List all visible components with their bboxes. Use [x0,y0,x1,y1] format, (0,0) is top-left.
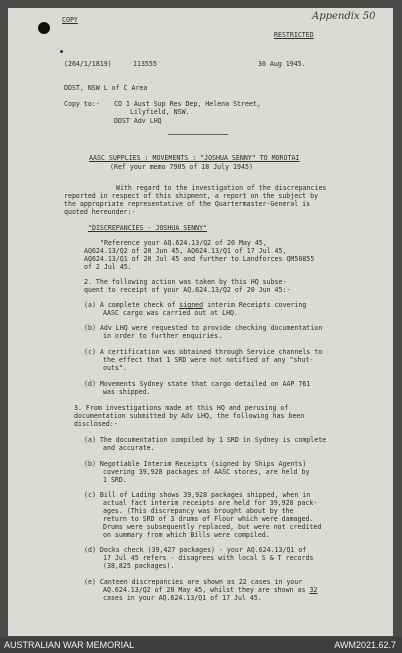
body-line: With regard to the investigation of the discrepancies [116,184,327,192]
quote-line: AQ624.13/Q1 of 20 Jul 45 and further to Landforces QM50855 [84,255,315,263]
list-item: (b) Adv LHQ were requested to provide checking documentation [84,324,323,332]
list-item-continuation: Drums were subsequently replaced, but were not credited [103,523,322,531]
quote-line: AQ624.13/Q2 of 20 Jun 45, AQ624.13/Q1 of 17 Jul 45, [84,247,287,255]
list-item-continuation: 17 Jul 45 refers - disagrees with local S & T records [103,554,314,562]
file-reference: (264/1/1819) [64,60,112,68]
list-item-continuation: the effect that 1 SRD were not notified of any "shut- [103,356,314,364]
ink-mark [60,50,63,53]
body-line: disclosed:- [74,420,118,428]
copy-to-line: DDST Adv LHQ [114,117,162,125]
quote-line: of 2 Jul 45. [84,263,132,271]
list-item-continuation: ages. (This discrepancy was brought about by the [103,507,294,515]
archive-footer [0,637,402,653]
list-item-continuation: and accurate. [103,444,155,452]
body-line: 3. From investigations made at this HQ and perusing of [74,404,289,412]
list-item-continuation [103,586,317,594]
footer-accession-number: AWM2021.62.7 [334,640,396,650]
divider [168,134,228,135]
list-item: (e) Canteen discrepancies are shown as 22 cases in your [84,578,303,586]
restricted-label: RESTRICTED [274,31,314,39]
copy-to-label: Copy to:- [64,100,100,108]
list-item-continuation: cases in your AQ.624.13/Q1 of 17 Jul 45. [103,594,262,602]
list-item-continuation: on summary from which Bills were compiled. [103,531,270,539]
punch-hole [38,22,50,34]
underlined-number: 32 [309,586,318,594]
body-line: quent to receipt of your AQ.624.13/Q2 of 20 Jun 45:- [84,286,291,294]
list-item-continuation: was shipped. [103,388,151,396]
addressee: DDST, NSW L of C Area [64,84,148,92]
copy-label: COPY [62,16,78,24]
body-line: 2. The following action was taken by this HQ subse- [84,278,287,286]
list-item-continuation: in order to further enquiries. [103,332,223,340]
list-item-text: AQ.624.13/Q2 of 20 May 45, whilst they are shown as [103,586,310,594]
list-item-text: (a) A complete check of [84,301,180,309]
body-line: quoted hereunder:- [64,208,136,216]
list-item-continuation: outs". [103,364,127,372]
list-item: (d) Movements Sydney state that cargo detailed on AAP 761 [84,380,311,388]
list-item-text: interim Receipts covering [203,301,307,309]
list-item-continuation: 1 SRD. [103,476,127,484]
copy-to-line: CO 1 Aust Sup Res Dep, Helena Street, [114,100,261,108]
list-item-continuation: actual fact interim receipts are held for 39,928 pack- [103,499,318,507]
section-heading: "DISCREPANCIES - JOSHUA SENNY" [88,224,208,232]
list-item-continuation: AASC cargo was carried out at LHQ. [103,309,238,317]
list-item: (d) Docks check (39,427 packages) - your AQ.624.13/Q1 of [84,546,307,554]
list-item-continuation: (38,825 packages). [103,562,175,570]
document-number: 113555 [133,60,157,68]
body-line: the appropriate representative of the Quartermaster-General is [64,200,311,208]
subject-reference: (Ref your memo 7905 of 18 July 1945) [110,163,253,171]
list-item-continuation: covering 39,928 packages of AASC stores, are held by [103,468,310,476]
list-item: (c) Bill of Lading shows 39,928 packages shipped, when in [84,491,311,499]
list-item: (b) Negotiable Interim Receipts (signed by Ships Agents) [84,460,307,468]
body-line: reported in respect of this shipment, a report on the subject by [64,192,319,200]
body-line: documentation submitted by Adv LHQ, the following has been [74,412,305,420]
subject-title: AASC SUPPLIES : MOVEMENTS : "JOSHUA SENNY" TO MOROTAI [89,154,300,162]
document-date: 30 Aug 1945. [258,60,306,68]
list-item [84,301,306,309]
document-page [8,8,393,636]
list-item-continuation: return to SRD of 3 drums of Flour which were damaged. [103,515,314,523]
underlined-word: signed [179,301,204,309]
copy-to-line: Lilyfield, NSW. [130,108,190,116]
footer-institution: AUSTRALIAN WAR MEMORIAL [4,640,135,650]
list-item: (c) A certification was obtained through Service channels to [84,348,323,356]
handwritten-annotation: Appendix 50 [312,11,376,22]
quote-line: "Reference your AQ.624.13/Q2 of 20 May 45, [100,239,267,247]
list-item: (a) The documentation compiled by 1 SRD in Sydney is complete [84,436,327,444]
